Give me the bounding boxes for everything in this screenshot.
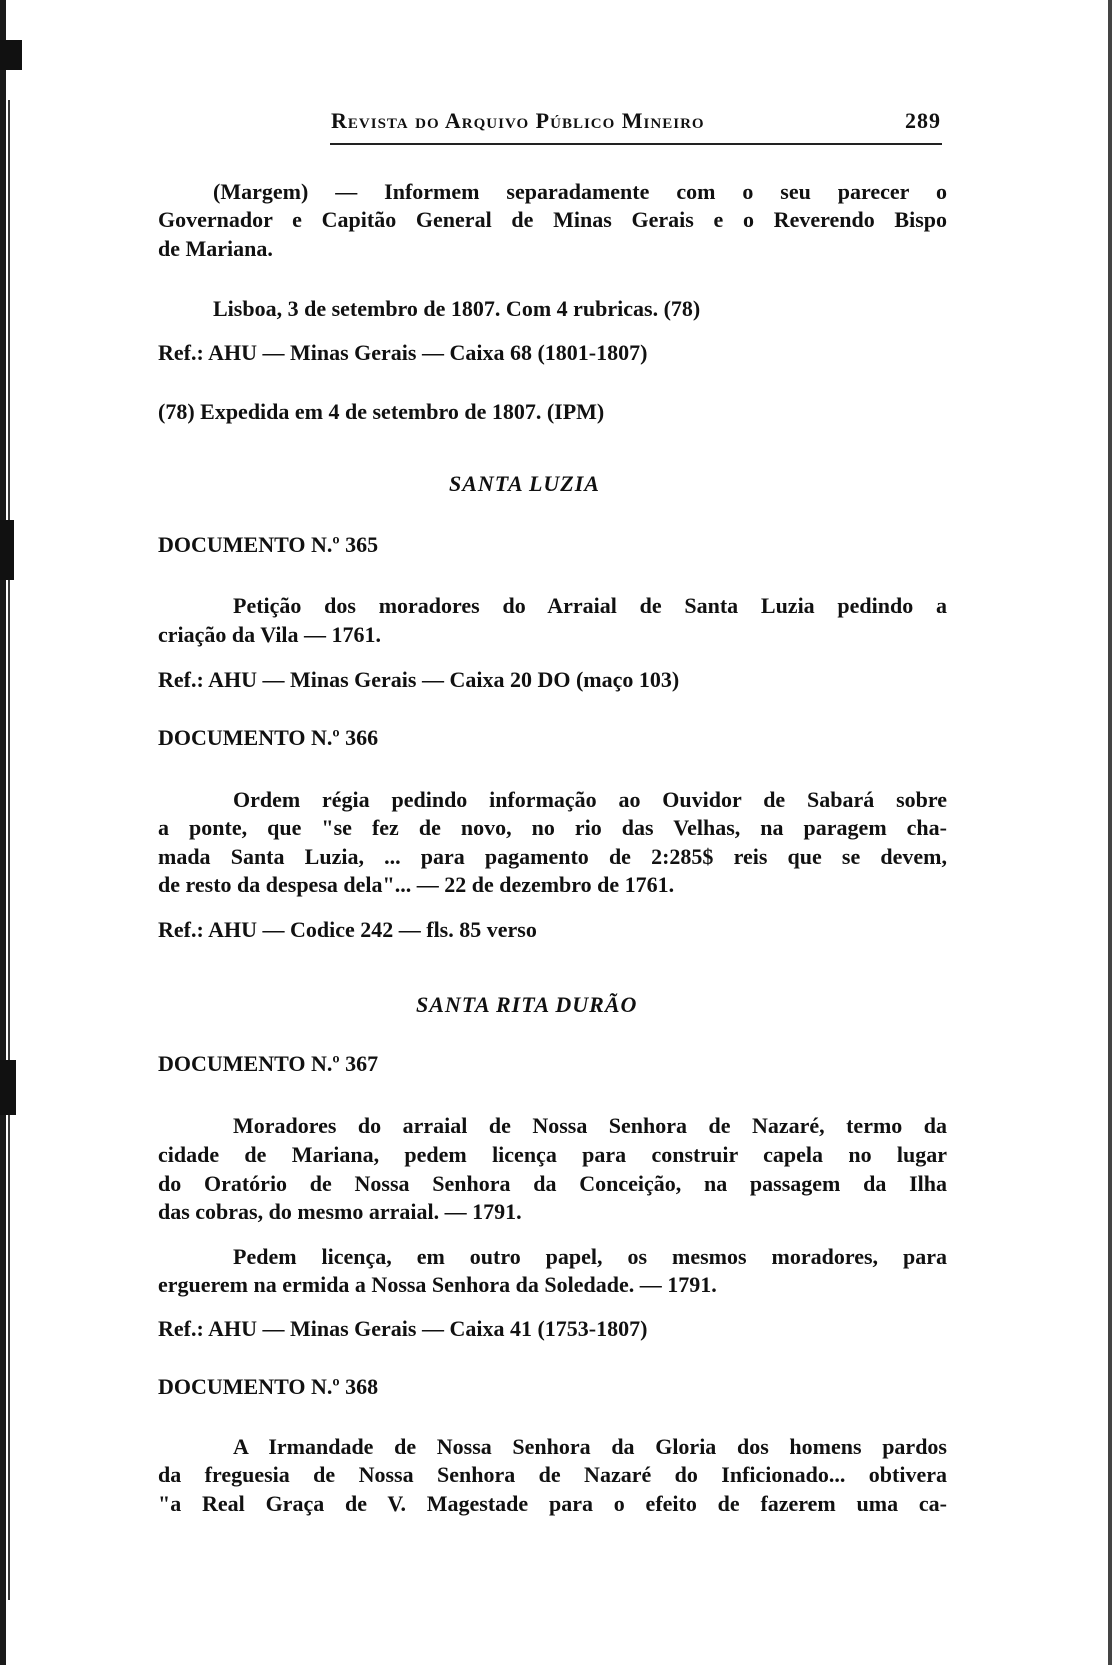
text-line: das cobras, do mesmo arraial. — 1791. [158,1199,522,1224]
scan-blot [0,520,14,580]
section-heading: SANTA LUZIA [449,471,600,496]
text-line: Ordem régia pedindo informação ao Ouvidor de Sabará sobre [233,787,947,812]
reference-line: Ref.: AHU — Codice 242 — fls. 85 verso [158,917,537,942]
scan-edge-line [8,100,10,1600]
text-line: do Oratório de Nossa Senhora da Conceição, na passagem da Ilha [158,1171,947,1196]
section-heading: SANTA RITA DURÃO [416,992,638,1017]
text-line: Governador e Capitão General de Minas Gerais e o Reverendo Bispo [158,207,947,232]
text-line: cidade de Mariana, pedem licença para construir capela no lugar [158,1142,947,1167]
footnote: (78) Expedida em 4 de setembro de 1807. (IPM) [158,399,605,424]
document-heading: DOCUMENTO N.º 365 [158,532,379,557]
document-heading: DOCUMENTO N.º 366 [158,725,379,750]
text-line: mada Santa Luzia, ... para pagamento de 2:285$ reis que se devem, [158,844,947,869]
header-rule [330,143,942,145]
text-line: (Margem) — Informem separadamente com o seu parecer o [213,179,947,204]
scan-blot [0,1060,16,1115]
scan-edge-right [1108,0,1112,1665]
text-line: criação da Vila — 1761. [158,622,382,647]
running-header [331,108,941,134]
text-line: da freguesia de Nossa Senhora de Nazaré do Inficionado... obtivera [158,1462,947,1487]
text-line: Petição dos moradores do Arraial de Santa Luzia pedindo a [233,593,947,618]
document-heading: DOCUMENTO N.º 367 [158,1051,379,1076]
text-line: a ponte, que "se fez de novo, no rio das Velhas, na paragem cha- [158,815,947,840]
text-line: "a Real Graça de V. Magestade para o efeito de fazerem uma ca- [158,1491,947,1516]
text-line: Moradores do arraial de Nossa Senhora de Nazaré, termo da [233,1113,947,1138]
text-line: Lisboa, 3 de setembro de 1807. Com 4 rubricas. (78) [213,296,701,321]
scan-edge-left [0,0,6,1665]
scan-blot [0,40,22,70]
text-line: de resto da despesa dela"... — 22 de dezembro de 1761. [158,872,675,897]
reference-line: Ref.: AHU — Minas Gerais — Caixa 20 DO (maço 103) [158,667,680,692]
reference-line: Ref.: AHU — Minas Gerais — Caixa 68 (1801-1807) [158,340,648,365]
text-line: Pedem licença, em outro papel, os mesmos moradores, para [233,1244,947,1269]
text-line: erguerem na ermida a Nossa Senhora da Soledade. — 1791. [158,1272,717,1297]
text-line: A Irmandade de Nossa Senhora da Gloria dos homens pardos [233,1434,947,1459]
page-number: 289 [905,108,941,133]
document-heading: DOCUMENTO N.º 368 [158,1374,379,1399]
text-line: de Mariana. [158,236,273,261]
journal-title: Revista do Arquivo Público Mineiro [331,108,705,133]
reference-line: Ref.: AHU — Minas Gerais — Caixa 41 (1753-1807) [158,1316,648,1341]
